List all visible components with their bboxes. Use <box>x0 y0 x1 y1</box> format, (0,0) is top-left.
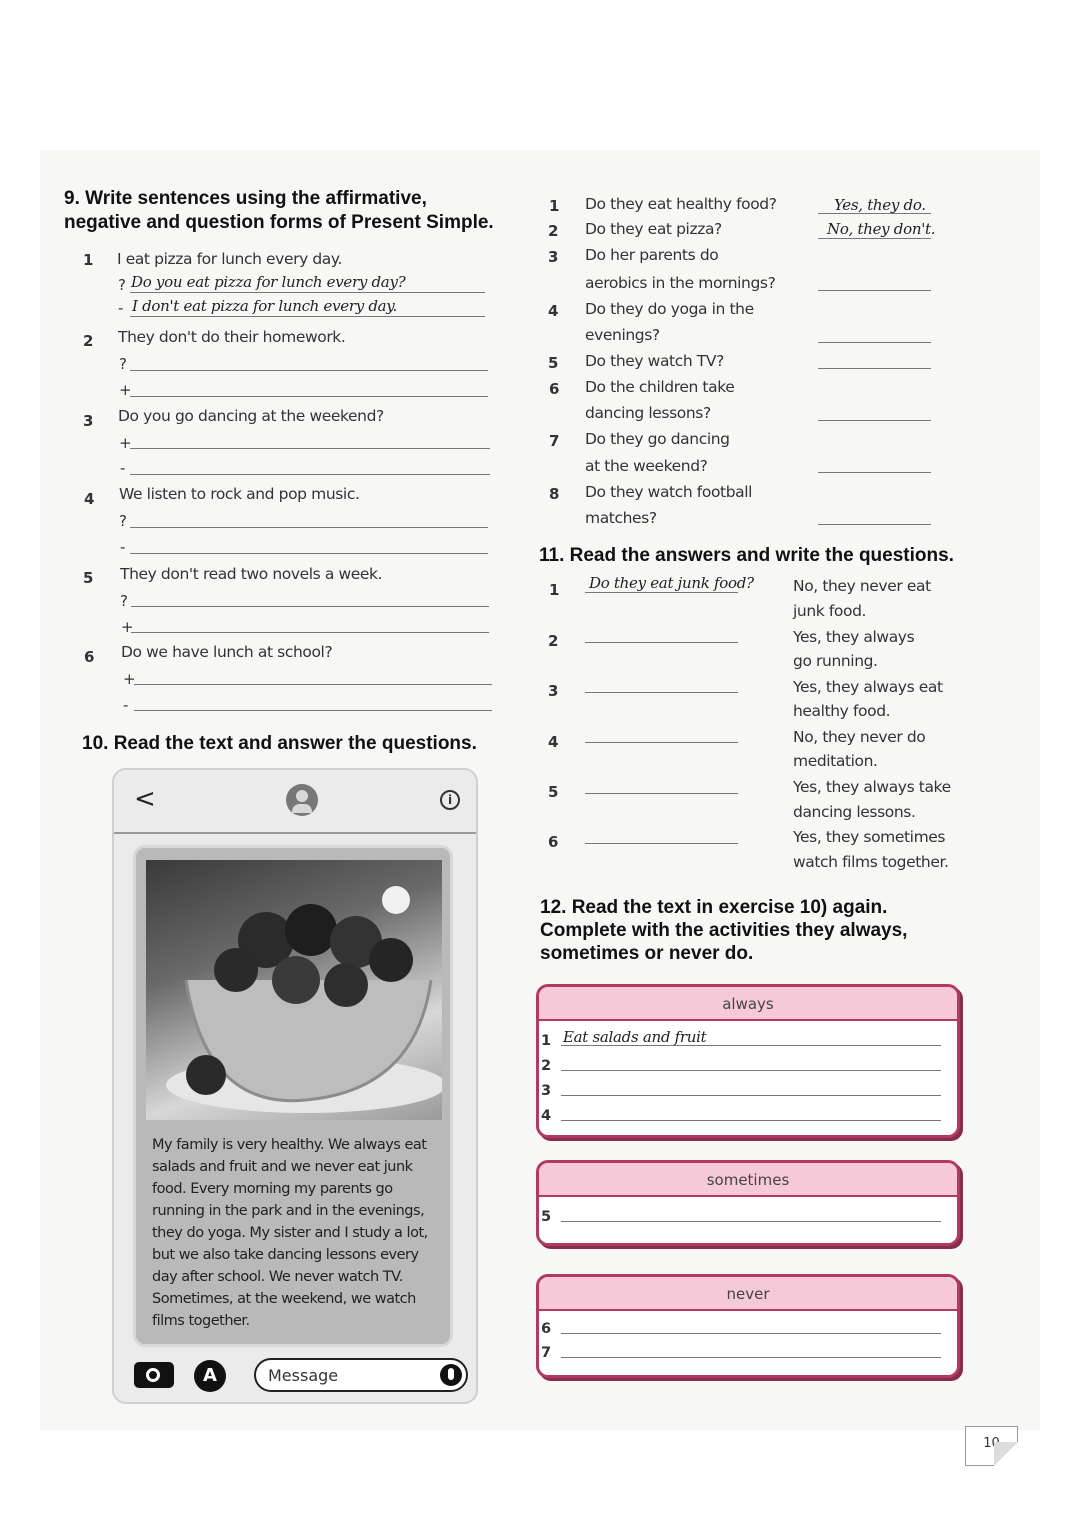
answer-line[interactable] <box>561 1333 941 1334</box>
message-line: they do yoga. My sister and I study a lot, <box>152 1225 428 1241</box>
ex11-item-number: 6 <box>548 833 559 851</box>
answer-line[interactable] <box>818 472 931 473</box>
ex10-question: Do they do yoga in the <box>585 300 754 318</box>
ex11-answer: Yes, they always <box>793 628 915 646</box>
answer-line[interactable] <box>818 368 931 369</box>
answer-line[interactable] <box>130 474 490 475</box>
ex9-item-prompt: They don't do their homework. <box>118 328 346 346</box>
answer-line[interactable] <box>130 448 490 449</box>
answer-line[interactable] <box>130 316 485 317</box>
answer-line[interactable] <box>130 527 488 528</box>
always-number: 1 <box>541 1033 552 1049</box>
ex9-sign: - <box>120 538 126 556</box>
ex9-sign: ? <box>118 276 126 294</box>
ex10-question-number: 1 <box>549 197 560 215</box>
message-line: but we also take dancing lessons every <box>152 1247 419 1263</box>
ex10-question: evenings? <box>585 326 660 344</box>
message-line: day after school. We never watch TV. <box>152 1269 403 1285</box>
answer-line[interactable] <box>585 592 738 593</box>
message-line: running in the park and in the evenings, <box>152 1203 425 1219</box>
answer-line[interactable] <box>585 843 738 844</box>
ex11-answer: No, they never do <box>793 728 926 746</box>
ex12-heading-line3: sometimes or never do. <box>540 943 754 964</box>
ex11-answer: No, they never eat <box>793 577 931 595</box>
message-line: Sometimes, at the weekend, we watch <box>152 1291 416 1307</box>
camera-icon[interactable] <box>134 1362 174 1388</box>
ex9-item-number: 5 <box>83 569 94 587</box>
ex10-question: Do they watch football <box>585 483 753 501</box>
answer-line[interactable] <box>818 213 931 214</box>
ex9-sign: - <box>123 696 129 714</box>
answer-line[interactable] <box>130 370 488 371</box>
ex12-heading-line2: Complete with the activities they always, <box>540 920 908 941</box>
never-box <box>536 1274 960 1378</box>
message-line: My family is very healthy. We always eat <box>152 1137 427 1153</box>
phone-header <box>114 770 476 834</box>
ex10-question: Do her parents do <box>585 246 719 264</box>
ex10-question: Do they go dancing <box>585 430 730 448</box>
ex11-answer: go running. <box>793 652 878 670</box>
avatar-icon[interactable] <box>286 784 318 816</box>
ex9-answer: Do you eat pizza for lunch every day? <box>131 273 406 291</box>
ex9-item-prompt: They don't read two novels a week. <box>120 565 383 583</box>
sometimes-number: 5 <box>541 1209 552 1225</box>
info-icon[interactable]: i <box>440 790 460 810</box>
ex10-question: matches? <box>585 509 657 527</box>
phone-mockup <box>112 768 478 1404</box>
ex10-question: Do they eat healthy food? <box>585 195 777 213</box>
ex9-sign: - <box>118 299 124 317</box>
ex9-heading-line2: negative and question forms of Present Simple. <box>64 212 494 233</box>
ex10-question-number: 6 <box>549 380 560 398</box>
answer-line[interactable] <box>818 342 931 343</box>
ex9-heading-line1: 9. Write sentences using the affirmative, <box>64 188 427 209</box>
ex11-answer: Yes, they sometimes <box>793 828 946 846</box>
answer-line[interactable] <box>585 742 738 743</box>
ex10-question-number: 7 <box>549 432 560 450</box>
ex9-sign: - <box>120 459 126 477</box>
answer-line[interactable] <box>818 290 931 291</box>
ex10-question-number: 5 <box>548 354 559 372</box>
ex11-item-number: 5 <box>548 783 559 801</box>
ex9-sign: + <box>123 670 136 688</box>
answer-line[interactable] <box>818 238 931 239</box>
answer-line[interactable] <box>561 1095 941 1096</box>
ex11-heading: 11. Read the answers and write the questions. <box>539 545 954 566</box>
always-number: 2 <box>541 1058 552 1074</box>
answer-line[interactable] <box>585 692 738 693</box>
ex9-item-prompt: I eat pizza for lunch every day. <box>117 250 342 268</box>
ex11-question: Do they eat junk food? <box>589 574 754 592</box>
answer-line[interactable] <box>585 793 738 794</box>
ex10-question: Do they eat pizza? <box>585 220 722 238</box>
answer-line[interactable] <box>130 553 488 554</box>
always-answer: Eat salads and fruit <box>563 1028 707 1046</box>
ex9-item-prompt: Do we have lunch at school? <box>121 643 333 661</box>
answer-line[interactable] <box>131 606 489 607</box>
ex11-item-number: 2 <box>548 632 559 650</box>
ex11-item-number: 1 <box>549 581 560 599</box>
answer-line[interactable] <box>561 1357 941 1358</box>
always-box <box>536 984 960 1138</box>
answer-line[interactable] <box>134 710 492 711</box>
ex9-sign: ? <box>119 512 127 530</box>
answer-line[interactable] <box>561 1120 941 1121</box>
always-label: always <box>539 987 957 1021</box>
message-line: food. Every morning my parents go <box>152 1181 393 1197</box>
page-fold-icon <box>994 1442 1018 1466</box>
message-text <box>152 1134 452 1332</box>
ex11-answer: healthy food. <box>793 702 891 720</box>
ex9-sign: + <box>119 381 132 399</box>
answer-line[interactable] <box>131 632 489 633</box>
message-line: films together. <box>152 1313 250 1329</box>
message-input[interactable] <box>254 1358 468 1392</box>
app-store-icon[interactable]: A <box>194 1360 226 1392</box>
ex9-item-number: 3 <box>83 412 94 430</box>
back-icon[interactable]: < <box>134 784 156 814</box>
answer-line[interactable] <box>561 1221 941 1222</box>
ex10-question: Do they watch TV? <box>585 352 724 370</box>
ex10-question-number: 8 <box>549 485 560 503</box>
ex9-item-number: 6 <box>84 648 95 666</box>
message-placeholder: Message <box>268 1366 339 1385</box>
answer-line[interactable] <box>130 292 485 293</box>
ex9-item-number: 2 <box>83 332 94 350</box>
ex9-item-number: 4 <box>84 490 95 508</box>
never-number: 7 <box>541 1345 552 1361</box>
ex9-sign: + <box>121 618 134 636</box>
ex10-question-number: 4 <box>548 302 559 320</box>
ex9-answer: I don't eat pizza for lunch every day. <box>132 297 397 315</box>
fruit-photo <box>146 860 442 1120</box>
always-number: 3 <box>541 1083 552 1099</box>
page-number <box>965 1426 1018 1466</box>
ex10-question-number: 2 <box>548 222 559 240</box>
fruit-bowl-illustration <box>146 860 442 1120</box>
microphone-icon[interactable] <box>440 1364 462 1386</box>
always-number: 4 <box>541 1108 552 1124</box>
message-line: salads and fruit and we never eat junk <box>152 1159 413 1175</box>
ex11-answer: Yes, they always take <box>793 778 951 796</box>
ex9-sign: ? <box>119 355 127 373</box>
ex11-answer: meditation. <box>793 752 878 770</box>
never-label: never <box>539 1277 957 1311</box>
ex12-heading-line1: 12. Read the text in exercise 10) again. <box>540 897 888 918</box>
ex11-answer: junk food. <box>793 602 867 620</box>
ex11-answer: watch films together. <box>793 853 949 871</box>
ex9-sign: ? <box>120 592 128 610</box>
ex10-answer: No, they don't. <box>827 220 936 238</box>
sometimes-label: sometimes <box>539 1163 957 1197</box>
answer-line[interactable] <box>130 396 488 397</box>
sometimes-box <box>536 1160 960 1246</box>
answer-line[interactable] <box>818 524 931 525</box>
ex9-item-prompt: Do you go dancing at the weekend? <box>118 407 384 425</box>
ex10-question: aerobics in the mornings? <box>585 274 776 292</box>
page-number-text: 10 <box>983 1436 1000 1451</box>
ex10-question: at the weekend? <box>585 457 708 475</box>
ex11-item-number: 4 <box>548 733 559 751</box>
ex11-answer: dancing lessons. <box>793 803 916 821</box>
message-bubble <box>133 845 453 1347</box>
answer-line[interactable] <box>134 684 492 685</box>
ex10-heading: 10. Read the text and answer the questions. <box>82 733 477 754</box>
ex11-answer: Yes, they always eat <box>793 678 943 696</box>
answer-line[interactable] <box>561 1070 941 1071</box>
ex9-sign: + <box>119 434 132 452</box>
ex10-question: dancing lessons? <box>585 404 711 422</box>
answer-line[interactable] <box>818 420 931 421</box>
answer-line[interactable] <box>585 642 738 643</box>
ex9-item-number: 1 <box>83 251 94 269</box>
ex10-question-number: 3 <box>548 248 559 266</box>
ex11-item-number: 3 <box>548 682 559 700</box>
ex10-question: Do the children take <box>585 378 735 396</box>
answer-line[interactable] <box>561 1045 941 1046</box>
ex9-item-prompt: We listen to rock and pop music. <box>119 485 360 503</box>
ex10-answer: Yes, they do. <box>834 196 926 214</box>
never-number: 6 <box>541 1321 552 1337</box>
